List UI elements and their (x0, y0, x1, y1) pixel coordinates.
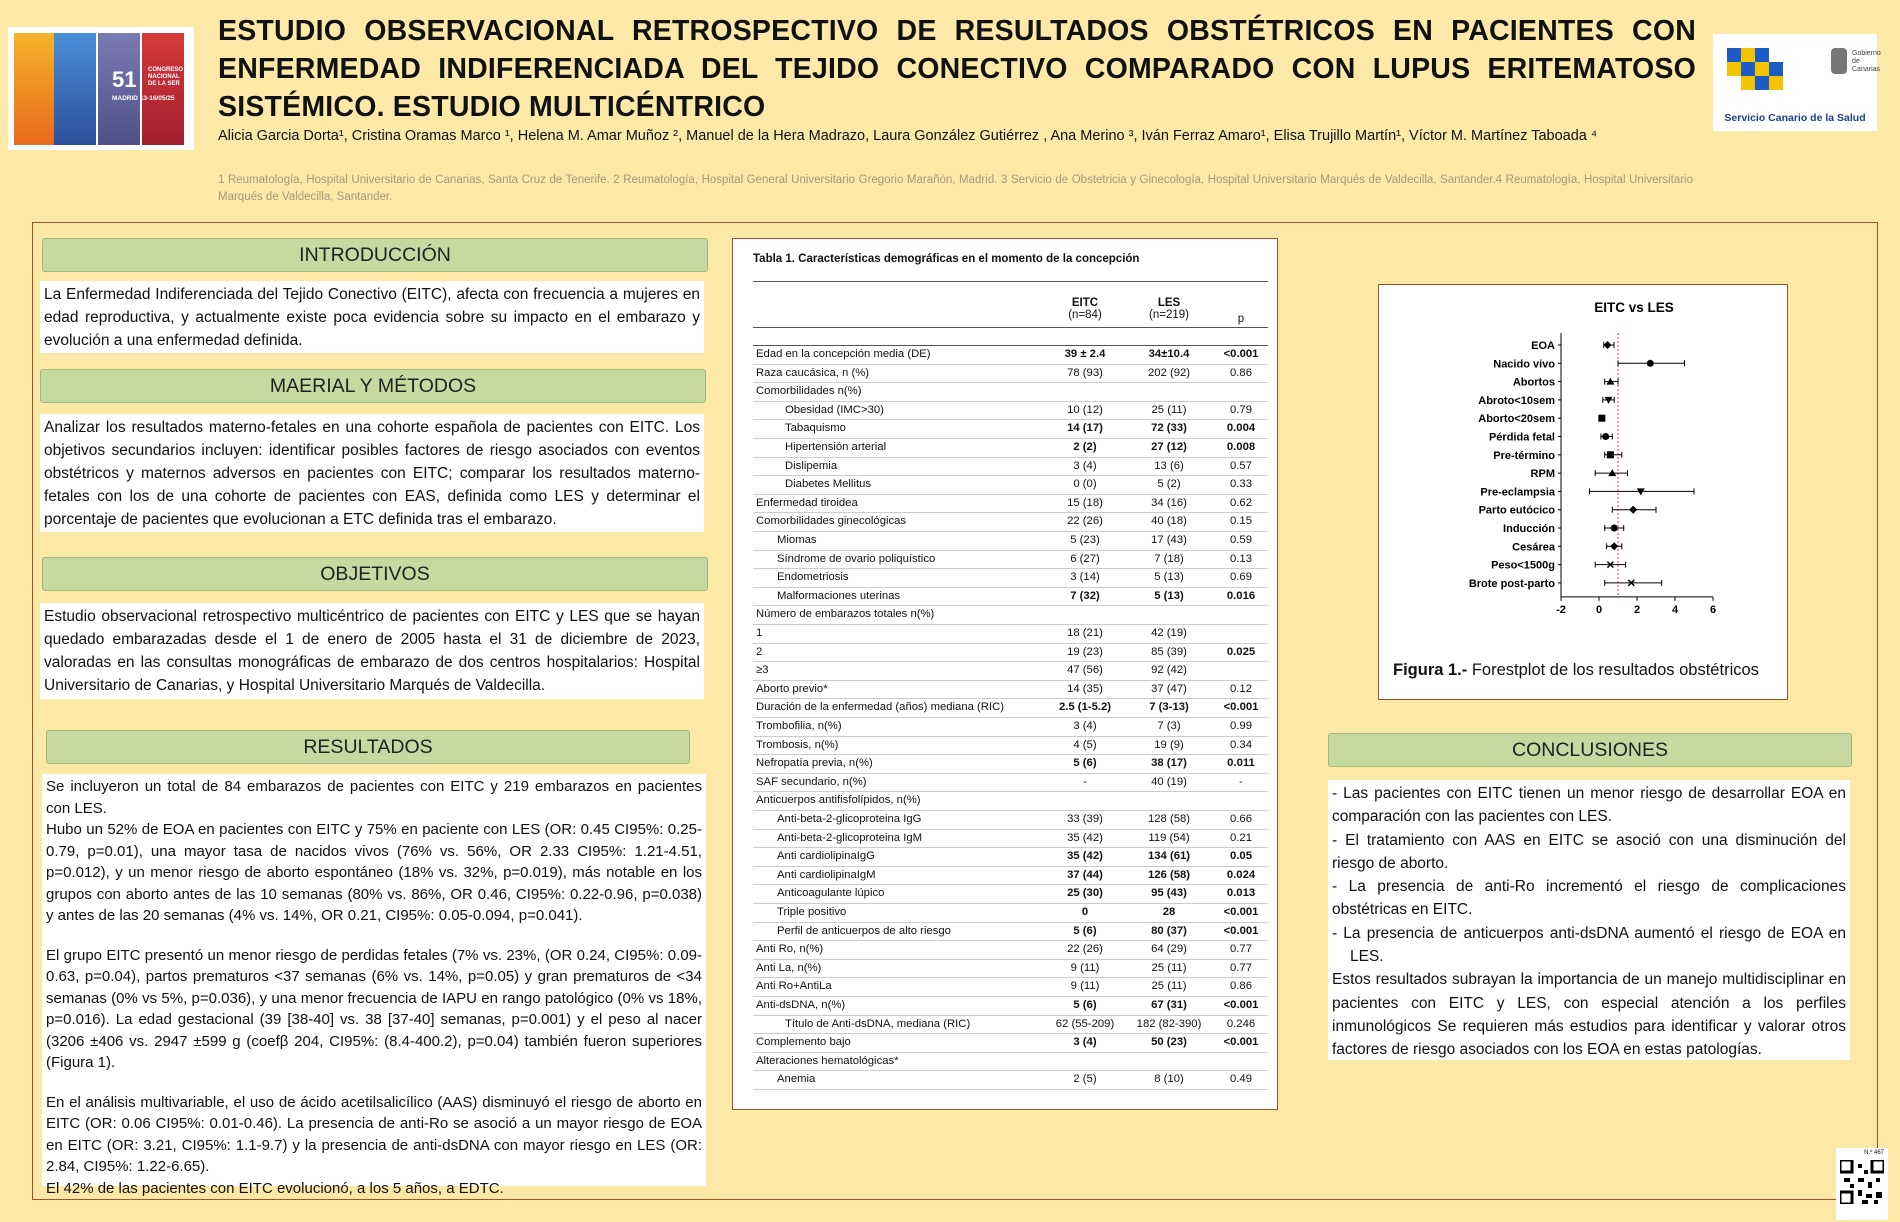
point-estimate (1629, 506, 1637, 514)
congress-city: MADRID (112, 95, 138, 102)
table-cell-label: Anti Ro+AntiLa (756, 980, 832, 993)
table-cell: 9 (11) (1070, 980, 1100, 993)
y-category-label: Nacido vivo (1493, 358, 1555, 371)
table-cell-label: Comorbilidades ginecológicas (756, 515, 907, 528)
table-cell: 47 (56) (1067, 664, 1103, 677)
point-estimate (1602, 433, 1609, 440)
qr-label: N.º 467 (1864, 1150, 1884, 1156)
table-cell: 6 (27) (1070, 552, 1100, 565)
table-row (753, 587, 1268, 606)
table-row (753, 1033, 1268, 1052)
results-p5: El 42% de las pacientes con EITC evolucionó, a los 5 años, a EDTC. (46, 1179, 504, 1197)
table-cell-label: Trombosis, n(%) (756, 738, 839, 751)
table-row (753, 736, 1268, 755)
conclusion-4: - La presencia de anticuerpos anti-dsDNA aumentó el riesgo de EOA en LES. (1332, 924, 1846, 966)
affiliations: 1 Reumatología, Hospital Universitario de Canarias, Santa Cruz de Tenerife. 2 Reumatología, Hospital General Universitario Gregorio Marañón, Madrid. 3 Servicio de Obstetricia y Ginecología, Hospital Universitario Marqués de Valdecilla, Santander.4 Reumatología, Hospital Universitario Marqués de Valdecilla, Santander. (218, 174, 1693, 203)
table-cell: 8 (10) (1154, 1073, 1184, 1086)
table-cell: 5 (6) (1073, 757, 1097, 770)
table-cell: 10 (12) (1067, 403, 1103, 416)
table-row (753, 457, 1268, 476)
table-cell: 7 (18) (1154, 552, 1184, 565)
table-cell: 0.86 (1230, 366, 1252, 379)
point-estimate (1604, 341, 1612, 349)
table-cell: 85 (39) (1151, 645, 1187, 658)
y-category-label: Abortos (1512, 376, 1555, 389)
table-cell: 0 (1081, 906, 1089, 918)
table-row (753, 717, 1268, 736)
table-cell-label: Obesidad (IMC>30) (785, 403, 884, 416)
table-cell: 9 (11) (1070, 961, 1100, 974)
objectives-text: Estudio observacional retrospectivo multicéntrico de pacientes con EITC y LES que se hayan quedado embarazadas desde el 1 de enero de 2005 hasta el 31 de diciembre de 2023, valoradas en las consultas monográficas de embarazo de dos centros hospitalarios: Hospital Universitario de Canarias, y Hospital Universitario Marqués de Valdecilla. (40, 603, 704, 699)
results-heading: RESULTADOS (46, 730, 690, 764)
table-cell: 0.13 (1230, 552, 1252, 565)
table-cell-label: Número de embarazos totales n(%) (756, 608, 935, 621)
table-cell: 19 (23) (1067, 645, 1103, 658)
table-row (753, 773, 1268, 792)
table-cell: 14 (17) (1067, 422, 1103, 435)
scs-caption: Servicio Canario de la Salud (1724, 112, 1866, 124)
table-cell-label: Anti-beta-2-glicoproteina IgG (777, 813, 922, 825)
table-cell: 2 (2) (1073, 441, 1097, 453)
table-row (753, 494, 1268, 513)
table-cell: 37 (44) (1067, 868, 1103, 881)
table-cell: 0.008 (1226, 441, 1256, 453)
table-cell: 5 (13) (1154, 589, 1184, 602)
table-row (753, 754, 1268, 773)
col-eitc: EITC (1071, 297, 1099, 309)
table-cell: 0.77 (1230, 961, 1252, 974)
table-row (753, 382, 1268, 401)
y-category-label: Pre-eclampsia (1480, 486, 1555, 499)
table-cell: 62 (55-209) (1055, 1017, 1115, 1030)
table-row (753, 680, 1268, 699)
table-cell: 38 (17) (1151, 757, 1187, 770)
figure-caption-label: Figura 1.- (1393, 661, 1468, 679)
table-row (753, 364, 1268, 383)
table-cell: 0.025 (1226, 645, 1256, 658)
table-cell-label: Miomas (777, 534, 817, 546)
table-cell-label: Hipertensión arterial (785, 441, 887, 453)
x-tick-label: 0 (1595, 603, 1603, 616)
table-row (753, 866, 1268, 885)
col-les: LES (1157, 297, 1181, 309)
table-row (753, 550, 1268, 569)
congress-line2: NACIONAL (148, 74, 180, 80)
table-cell: 0.004 (1226, 422, 1256, 435)
table-cell: 25 (11) (1151, 403, 1187, 416)
results-text (42, 774, 706, 1197)
table-cell: <0.001 (1223, 701, 1259, 714)
table-cell-label: Nefropatía previa, n(%) (756, 757, 873, 770)
table-cell-label: 1 (756, 627, 763, 639)
chart-title: EITC vs LES (1594, 300, 1674, 315)
table-cell: 0.12 (1230, 682, 1252, 695)
table-row (753, 829, 1268, 848)
table-cell: 5 (2) (1157, 478, 1181, 491)
table-cell-label: ≥3 (756, 664, 769, 677)
table-cell: 2.5 (1-5.2) (1058, 701, 1112, 714)
table-cell-label: Anti cardiolipinaIgG (777, 850, 875, 863)
table-cell: <0.001 (1223, 999, 1259, 1011)
table-cell: 3 (4) (1073, 459, 1097, 472)
table-cell: 182 (82-390) (1136, 1017, 1202, 1030)
table-cell: 72 (33) (1151, 422, 1187, 435)
table-cell: 35 (42) (1067, 850, 1103, 863)
point-estimate (1647, 360, 1654, 367)
qr-code[interactable] (1836, 1148, 1888, 1220)
table-cell: <0.001 (1223, 348, 1259, 360)
table-cell-label: Anticuerpos antifisfolípidos, n(%) (756, 794, 921, 807)
methods-heading: MAERIAL Y MÉTODOS (40, 369, 706, 403)
table-cell: 37 (47) (1151, 682, 1187, 695)
table-cell: 5 (23) (1070, 534, 1100, 546)
table-row (753, 475, 1268, 494)
table-cell: 25 (11) (1151, 980, 1187, 993)
table-cell: 0.33 (1230, 478, 1252, 491)
table-cell: 0.59 (1230, 534, 1252, 546)
table-cell-label: Diabetes Mellitus (785, 478, 872, 491)
table-cell: 17 (43) (1151, 534, 1187, 546)
y-category-label: Parto eutócico (1478, 504, 1555, 517)
table-cell: <0.001 (1223, 924, 1259, 937)
y-category-label: Cesárea (1512, 541, 1555, 554)
table-cell: 128 (58) (1147, 813, 1191, 825)
table-cell-label: Anti Ro, n(%) (756, 943, 824, 956)
table-row (753, 1015, 1268, 1034)
table-cell-label: Dislipemia (785, 459, 838, 472)
table-row (753, 791, 1268, 810)
table-cell: 0 (0) (1073, 478, 1097, 491)
table-cell-label: Enfermedad tiroidea (756, 496, 858, 509)
y-category-label: Brote post-parto (1468, 577, 1555, 590)
conclusion-3: - La presencia de anti-Ro incrementó el riesgo de complicaciones obstétricas en EITC. (1332, 878, 1846, 919)
congress-line3: DE LA SER (148, 81, 180, 87)
y-category-label: Abroto<10sem (1478, 394, 1555, 407)
table-cell: 0.86 (1230, 980, 1252, 993)
table-row (753, 512, 1268, 531)
x-tick-label: 4 (1671, 603, 1679, 616)
table-cell: 0.024 (1226, 868, 1256, 881)
table-row (753, 438, 1268, 457)
objectives-heading: OBJETIVOS (42, 557, 708, 591)
table-cell: 0.34 (1230, 738, 1252, 751)
table-cell: 40 (19) (1151, 775, 1187, 788)
table-row (753, 419, 1268, 438)
table-cell: 0.49 (1230, 1073, 1252, 1086)
table-cell: 78 (93) (1067, 366, 1103, 379)
col-les-n: (n=219) (1149, 309, 1189, 321)
table-row (753, 959, 1268, 978)
table-cell: 42 (19) (1151, 627, 1187, 639)
gov-line2: de Canarias (1852, 58, 1881, 73)
table-cell: 35 (42) (1067, 831, 1103, 844)
table-cell: 80 (37) (1151, 924, 1187, 937)
table-row (753, 940, 1268, 959)
table-cell: 15 (18) (1067, 496, 1103, 509)
table-cell-label: 2 (756, 645, 763, 658)
table-cell: 5 (6) (1073, 999, 1097, 1011)
table-cell: 119 (54) (1148, 831, 1190, 844)
table-row (753, 922, 1268, 941)
point-estimate (1598, 415, 1605, 422)
table-cell: 25 (30) (1067, 887, 1103, 900)
table-cell: 3 (14) (1070, 571, 1100, 584)
table-cell: 34±10.4 (1148, 348, 1190, 360)
table-cell: 40 (18) (1151, 515, 1187, 528)
conclusion-1: - Las pacientes con EITC tienen un menor riesgo de desarrollar EOA en comparación con las pacientes con LES. (1332, 785, 1846, 826)
table-row (753, 605, 1268, 624)
table-cell-label: Perfil de anticuerpos de alto riesgo (777, 924, 951, 937)
table-cell-label: Anti-dsDNA, n(%) (756, 999, 846, 1011)
table-cell: 67 (31) (1151, 999, 1187, 1011)
conclusions-heading: CONCLUSIONES (1328, 733, 1852, 767)
table-cell-label: Aborto previo* (756, 682, 828, 695)
table-cell: <0.001 (1223, 1036, 1259, 1049)
table-row (753, 996, 1268, 1015)
table-row (753, 903, 1268, 922)
table-row (753, 884, 1268, 903)
table-cell: 0.016 (1226, 589, 1256, 602)
table-cell: 3 (4) (1073, 1036, 1097, 1049)
results-p1: Se incluyeron un total de 84 embarazos de pacientes con EITC y 219 embarazos en pacientes con LES. (46, 778, 702, 817)
y-category-label: Aborto<20sem (1478, 413, 1555, 426)
table-cell: 25 (11) (1151, 961, 1187, 974)
table-row (753, 698, 1268, 717)
y-category-label: Peso<1500g (1491, 559, 1555, 572)
results-p3: El grupo EITC presentó un menor riesgo de perdidas fetales (7% vs. 23%, (OR 0.24, CI95%: 0.09-0.63, p=0.04), partos prematuros <37 semanas (6% vs. 14%, p=0.05) y gran prematuros de <34 semanas (0% vs 5%, p=0.036), y una menor frecuencia de IAPU en rango patológico (0% vs 18%, p=0.016). La edad gestacional (39 [38-40] vs. 38 [37-40] semanas, p=0.001) y el peso al nacer (3206 ±406 vs. 2947 ±599 g (coefβ 204, CI95%: (8.4-400.2), p=0.04) también fueron superiores (Figura 1). (46, 946, 702, 1071)
table-cell: 0.011 (1227, 757, 1255, 770)
table-cell: 2 (5) (1073, 1073, 1097, 1086)
x-tick-label: -2 (1556, 603, 1566, 616)
table-cell-label: Anti-beta-2-glicoproteina IgM (777, 831, 923, 844)
table-cell-label: Triple positivo (777, 906, 847, 918)
intro-heading: INTRODUCCIÓN (42, 238, 708, 272)
table-cell-label: Complemento bajo (756, 1036, 851, 1049)
authors: Alicia Garcia Dorta¹, Cristina Oramas Marco ¹, Helena M. Amar Muñoz ², Manuel de la Hera Madrazo, Laura González Gutiérrez , Ana Merino ³, Iván Ferraz Amaro¹, Elisa Trujillo Martín¹, Víctor M. Martínez Taboada ⁴ (218, 128, 1598, 144)
table-cell: 14 (35) (1067, 682, 1103, 695)
table-cell: 7 (3) (1157, 720, 1181, 732)
table-cell-label: Raza caucásica, n (%) (756, 366, 870, 379)
table-row (753, 345, 1268, 364)
table-cell: 18 (21) (1067, 627, 1103, 639)
scs-logo (1713, 34, 1881, 131)
conclusion-2: - El tratamiento con AAS en EITC se asoció con una disminución del riesgo de aborto. (1332, 831, 1846, 872)
table-cell: 7 (32) (1070, 589, 1100, 602)
table-cell: 27 (12) (1151, 441, 1187, 453)
table-cell: 95 (43) (1151, 887, 1187, 900)
congress-dates: 13-16/05/25 (139, 95, 175, 102)
table-row (753, 568, 1268, 587)
table-cell-label: Edad en la concepción media (DE) (756, 348, 931, 360)
table-row (753, 643, 1268, 662)
point-estimate (1611, 525, 1618, 532)
table-cell: 134 (61) (1147, 850, 1191, 863)
forest-plot (1379, 285, 1787, 655)
y-category-label: RPM (1530, 468, 1555, 481)
figure-1 (1378, 284, 1788, 700)
y-category-label: Pre-término (1493, 449, 1555, 462)
table-cell: 4 (5) (1073, 738, 1097, 751)
y-category-label: Pérdida fetal (1488, 431, 1555, 444)
table-cell: 7 (3-13) (1149, 701, 1189, 714)
table-cell: 64 (29) (1151, 943, 1187, 956)
table-cell: 39 ± 2.4 (1064, 348, 1106, 360)
table-cell-label: Anemia (777, 1073, 816, 1086)
table-cell: 0.05 (1230, 850, 1252, 863)
table-cell: 33 (39) (1067, 813, 1103, 825)
qr-icon (1840, 1160, 1884, 1204)
table-row (753, 401, 1268, 420)
congress-line1: CONGRESO (148, 67, 184, 73)
table-cell-label: Trombofilia, n(%) (756, 720, 842, 732)
table-cell: 0.69 (1230, 571, 1252, 584)
table-row (753, 847, 1268, 866)
table-cell-label: Duración de la enfermedad (años) mediana (RIC) (756, 701, 1005, 714)
gov-line1: Gobierno (1852, 50, 1881, 57)
congress-number: 51 (112, 67, 137, 92)
intro-text: La Enfermedad Indiferenciada del Tejido Conectivo (EITC), afecta con frecuencia a mujeres en edad reproductiva, y actualmente existe poca evidencia sobre su impacto en el embarazo y evolución a una enfermedad definida. (40, 281, 704, 353)
table-cell: - (1239, 775, 1243, 788)
table-cell: 0.15 (1230, 515, 1252, 528)
table-cell: 0.013 (1226, 887, 1256, 900)
table-cell-label: Malformaciones uterinas (777, 589, 901, 602)
results-p4: En el análisis multivariable, el uso de ácido acetilsalicílico (AAS) disminuyó el riesgo de aborto en EITC (OR: 0.06 CI95%: 0.01-0.46). La presencia de anti-Ro se asoció a un mayor riesgo de EOA en EITC (OR: 3.21, CI95%: 1.1-9.7) y la presencia de anti-dsDNA con mayor riesgo en LES (OR: 2.84, CI95%: 1.22-6.65). (46, 1093, 702, 1175)
point-estimate (1607, 451, 1614, 458)
table-row (753, 624, 1268, 643)
y-category-label: Inducción (1503, 523, 1555, 535)
table-cell: <0.001 (1223, 906, 1259, 918)
table-1 (732, 238, 1278, 1110)
table-cell-label: Tabaquismo (785, 422, 846, 435)
table-cell: 0.62 (1230, 496, 1252, 509)
table-cell-label: Comorbilidades n(%) (756, 385, 862, 398)
table-cell: 0.66 (1230, 813, 1252, 825)
table-cell: 202 (92) (1147, 366, 1191, 379)
table-row (753, 977, 1268, 996)
table-row (753, 810, 1268, 829)
table-cell: 22 (26) (1067, 515, 1103, 528)
results-p2: Hubo un 52% de EOA en pacientes con EITC y 75% en paciente con LES (OR: 0.45 CI95%: 0.25-0.79, p=0.01), una mayor tasa de nacidos vivos (76% vs. 56%, OR 2.33 CI95%: 1.21-4.51, p=0.012), y un menor riesgo de aborto espontáneo (18% vs. 32%, p=0.019), más notable en los grupos con aborto antes de las 10 semanas (80% vs. 86%, OR 0.46, CI95%: 0.22-0.96, p=0.038) y antes de las 20 semanas (4% vs. 14%, OR 0.21, CI95%: 0.05-0.094, p=0.041). (46, 821, 702, 924)
table-cell: 13 (6) (1154, 459, 1184, 472)
table-cell: 0.99 (1230, 720, 1252, 732)
table-cell-label: Síndrome de ovario poliquístico (777, 552, 936, 565)
table-cell: 50 (23) (1151, 1036, 1187, 1049)
y-category-label: EOA (1531, 340, 1555, 352)
table-cell-label: Endometriosis (777, 571, 849, 584)
table-cell: 0.21 (1230, 831, 1252, 844)
table-row (753, 1070, 1268, 1089)
table-row (753, 1052, 1268, 1071)
table-cell: - (1083, 775, 1087, 788)
table-cell-label: Anti cardiolipinaIgM (777, 868, 876, 881)
table-cell-label: Anticoagulante lúpico (777, 887, 885, 900)
table-cell: 126 (58) (1147, 868, 1191, 881)
table-cell: 28 (1162, 906, 1176, 918)
col-eitc-n: (n=84) (1068, 309, 1102, 321)
table-cell: 0.57 (1230, 459, 1252, 472)
table-cell: 19 (9) (1154, 738, 1184, 751)
col-p: p (1237, 313, 1245, 325)
table-cell: 0.79 (1230, 403, 1252, 416)
figure-caption: Forestplot de los resultados obstétricos (1467, 661, 1759, 679)
table-cell-label: SAF secundario, n(%) (756, 775, 867, 788)
table-cell: 22 (26) (1067, 943, 1103, 956)
poster-title: ESTUDIO OBSERVACIONAL RETROSPECTIVO DE RESULTADOS OBSTÉTRICOS EN PACIENTES CON ENFERMEDAD INDIFERENCIADA DEL TEJIDO CONECTIVO COMPARADO CON LUPUS ERITEMATOSO SISTÉMICO. ESTUDIO MULTICÉNTRICO (218, 15, 1696, 123)
methods-text: Analizar los resultados materno-fetales en una cohorte española de pacientes con EITC. Los objetivos secundarios incluyen: identificar posibles factores de riesgo asociados con eventos obstétricos y maternos adversos en pacientes con EITC; comparar los resultados materno-fetales con los de una cohorte de pacientes con EAS, definida como LES y determinar el porcentaje de pacientes que evolucionan a ETC definida tras el embarazo. (40, 414, 704, 532)
table-cell: 3 (4) (1073, 720, 1097, 732)
table-cell-label: Alteraciones hematológicas* (756, 1054, 899, 1067)
table-row (753, 531, 1268, 550)
x-tick-label: 6 (1709, 603, 1717, 616)
x-tick-label: 2 (1633, 603, 1641, 616)
table-cell-label: Título de Anti-dsDNA, mediana (RIC) (785, 1017, 971, 1030)
table-cell-label: Anti La, n(%) (756, 961, 822, 974)
table-title: Tabla 1. Características demográficas en el momento de la concepción (753, 253, 1140, 265)
table-cell: 0.246 (1226, 1017, 1256, 1030)
table-cell: 5 (13) (1154, 571, 1184, 584)
conclusion-summary: Estos resultados subrayan la importancia de un manejo multidisciplinar en pacientes con EITC y LES, con especial atención a los perfiles inmunológicos Se requieren más estudios para identificar y valorar otros factores de riesgo asociados con los EOA en estas patologías. (1332, 971, 1846, 1059)
table-row (753, 661, 1268, 680)
table-cell: 5 (6) (1073, 924, 1097, 937)
congress-logo (8, 27, 194, 150)
table-cell: 92 (42) (1151, 664, 1187, 677)
conclusions-text (1328, 780, 1850, 1060)
table-cell: 34 (16) (1151, 496, 1187, 509)
point-estimate (1610, 542, 1618, 550)
table-cell: 0.77 (1230, 943, 1252, 956)
